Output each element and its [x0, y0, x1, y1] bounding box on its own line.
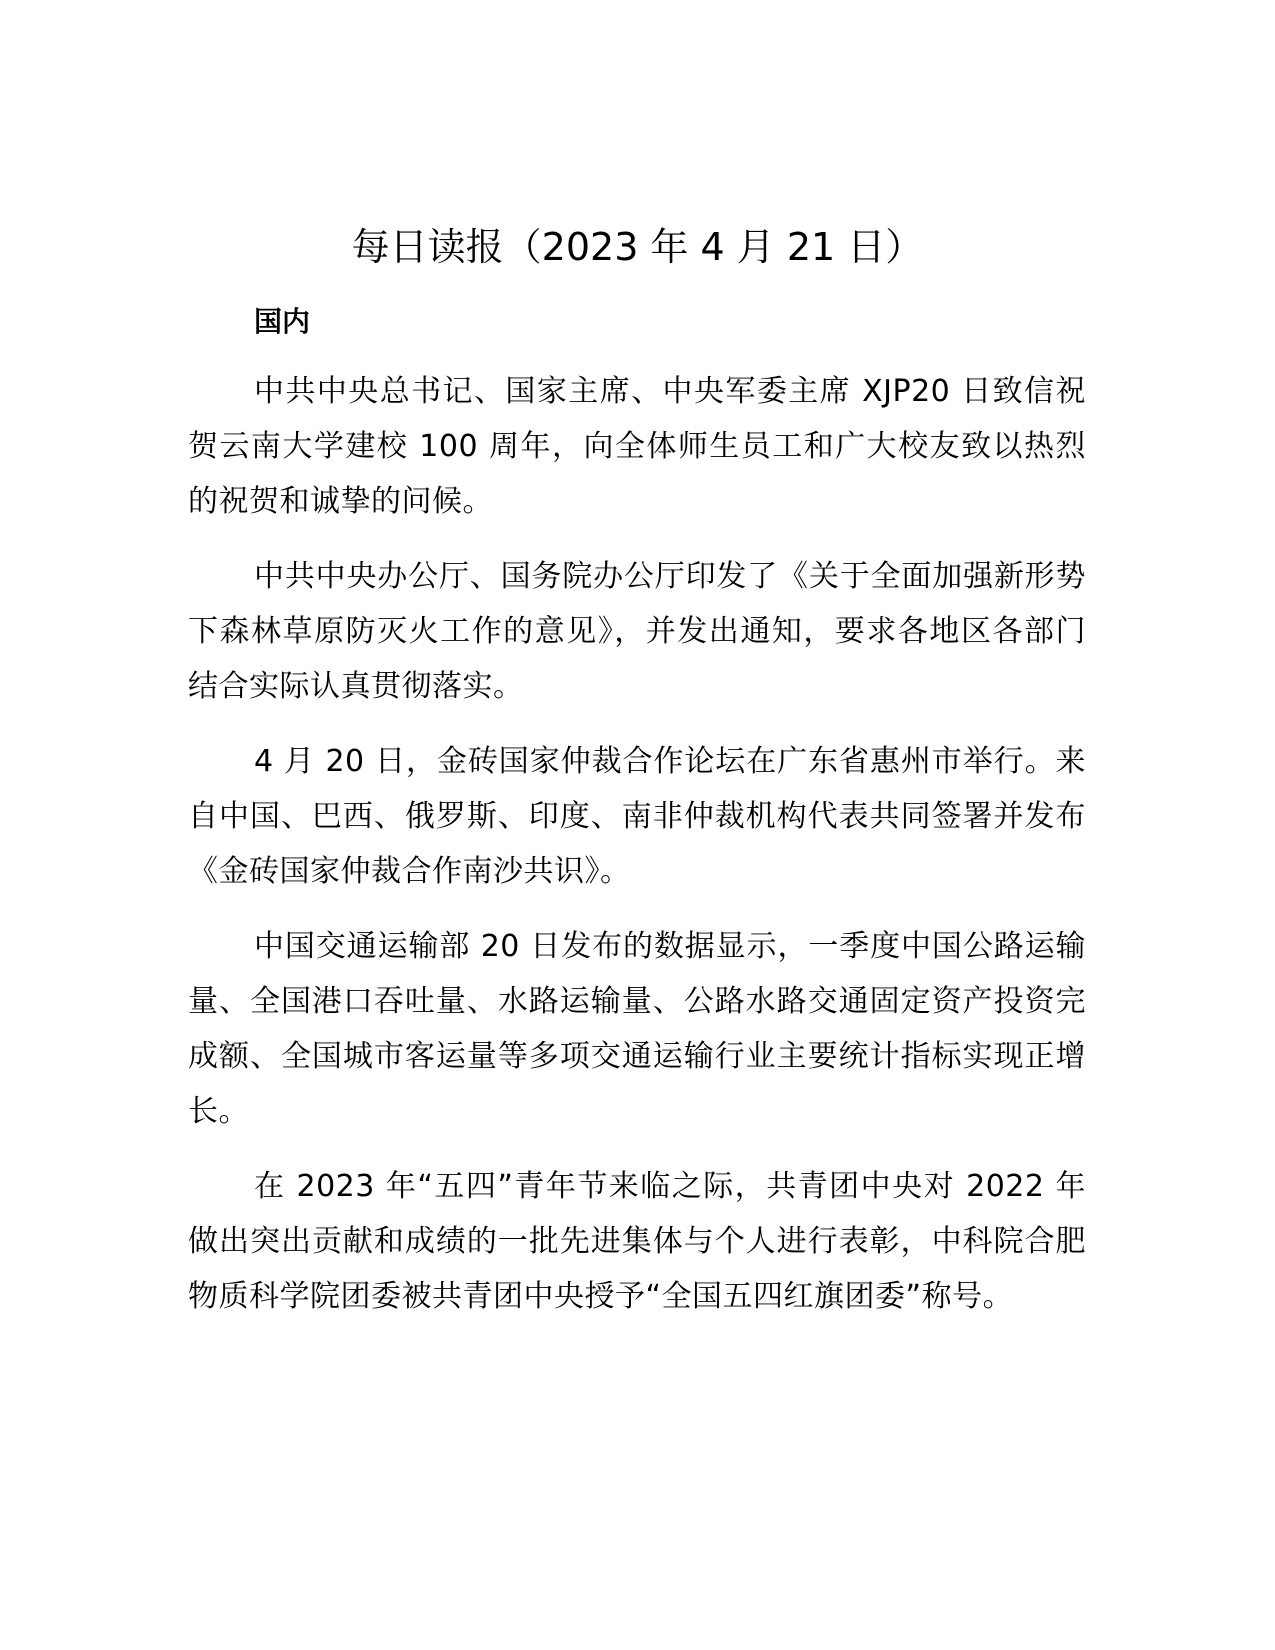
section-heading: 国内	[254, 305, 311, 338]
news-paragraph: 4 月 20 日，金砖国家仲裁合作论坛在广东省惠州市举行。来自中国、巴西、俄罗斯、印度、南非仲裁机构代表共同签署并发布《金砖国家仲裁合作南沙共识》。	[188, 744, 1086, 889]
news-paragraph: 中共中央办公厅、国务院办公厅印发了《关于全面加强新形势下森林草原防灭火工作的意见》，并发出通知，要求各地区各部门结合实际认真贯彻落实。	[188, 559, 1086, 704]
news-paragraph: 中共中央总书记、国家主席、中央军委主席 XJP20 日致信祝贺云南大学建校 100 周年，向全体师生员工和广大校友致以热烈的祝贺和诚挚的问候。	[188, 374, 1086, 519]
news-paragraph: 在 2023 年“五四”青年节来临之际，共青团中央对 2022 年做出突出贡献和成绩的一批先进集体与个人进行表彰，中科院合肥物质科学院团委被共青团中央授予“全国五四红旗团委”称号。	[188, 1169, 1086, 1314]
news-paragraph: 中国交通运输部 20 日发布的数据显示，一季度中国公路运输量、全国港口吞吐量、水路运输量、公路水路交通固定资产投资完成额、全国城市客运量等多项交通运输行业主要统计指标实现正增长。	[188, 929, 1086, 1129]
document-title: 每日读报（2023 年 4 月 21 日）	[351, 225, 924, 269]
document-body	[188, 302, 1086, 1344]
